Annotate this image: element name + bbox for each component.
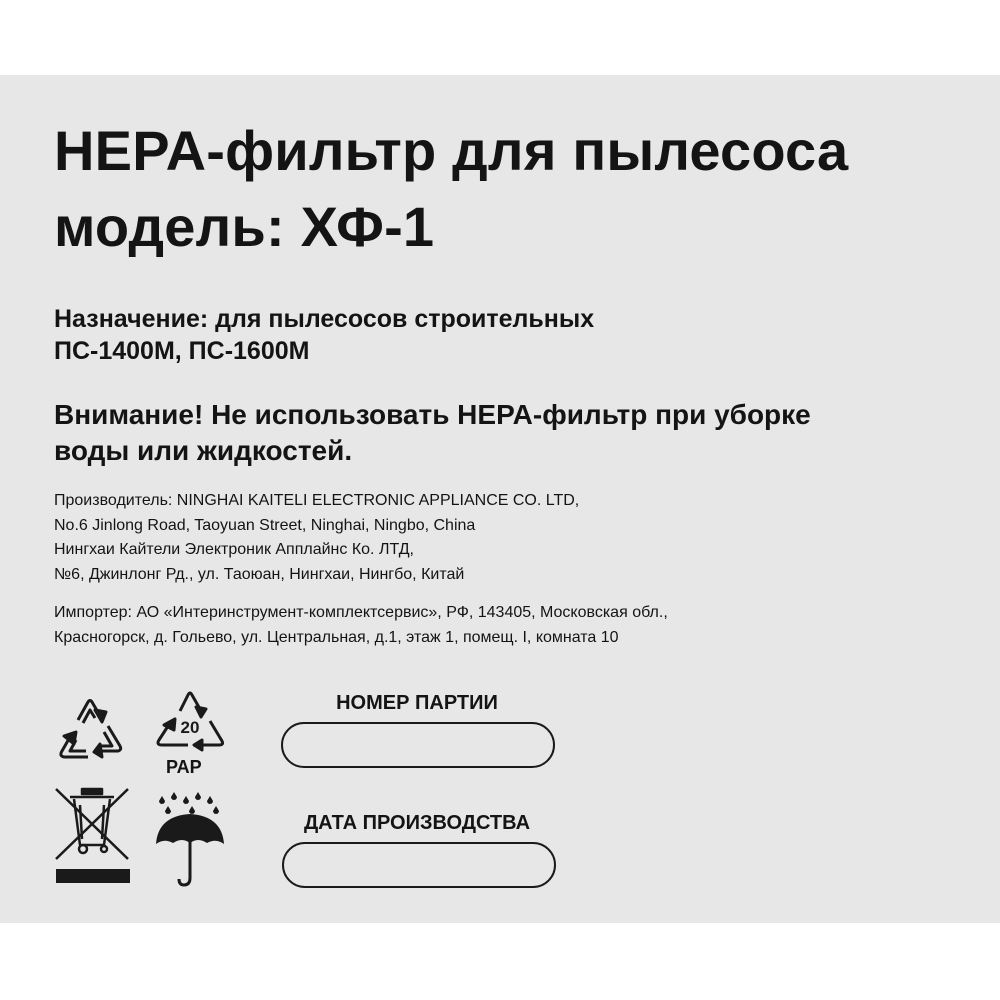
paper-recycling-icon	[150, 683, 230, 753]
title-line-2: модель: ХФ-1	[54, 195, 435, 258]
manufacturer-info	[54, 489, 579, 587]
batch-number-label: НОМЕР ПАРТИИ	[336, 692, 498, 714]
purpose-line-1: Назначение: для пылесосов строительных	[54, 305, 595, 333]
importer-line-2: Красногорск, д. Гольево, ул. Центральная, д.1, этаж 1, помещ. I, комната 10	[54, 628, 619, 646]
warning-text	[54, 397, 811, 469]
warning-line-1: Внимание! Не использовать HEPA-фильтр при уборке	[54, 399, 811, 430]
purpose-line-2: ПС-1400М, ПС-1600М	[54, 337, 310, 365]
manufacturer-line-1: Производитель: NINGHAI KAITELI ELECTRONIC APPLIANCE CO. LTD,	[54, 492, 580, 509]
product-title	[54, 113, 848, 265]
umbrella-rain-icon	[152, 790, 228, 890]
production-date-label: ДАТА ПРОИЗВОДСТВА	[303, 812, 531, 834]
paper-recycling-code: 20	[180, 718, 200, 737]
importer-info	[54, 601, 668, 650]
production-date-box	[282, 842, 556, 888]
purpose-text	[54, 303, 594, 367]
recycle-icon	[50, 690, 130, 770]
manufacturer-line-2: No.6 Jinlong Road, Taoyuan Street, Ninghai, Ningbo, China	[54, 516, 476, 534]
manufacturer-line-4: №6, Джинлонг Рд., ул. Таоюан, Нингхаи, Нингбо, Китай	[54, 565, 465, 583]
batch-number-box	[281, 722, 555, 768]
title-line-1: HEPA-фильтр для пылесоса	[54, 119, 849, 182]
importer-line-1: Импортер: АО «Интеринструмент-комплектсервис», РФ, 143405, Московская обл.,	[54, 604, 668, 621]
manufacturer-line-3: Нингхаи Кайтели Электроник Апплайнс Ко. ЛТД,	[54, 541, 414, 558]
product-label	[0, 75, 1000, 923]
warning-line-2: воды или жидкостей.	[54, 435, 353, 466]
crossed-bin-icon	[52, 787, 132, 887]
paper-recycling-material: PAP	[166, 757, 202, 777]
